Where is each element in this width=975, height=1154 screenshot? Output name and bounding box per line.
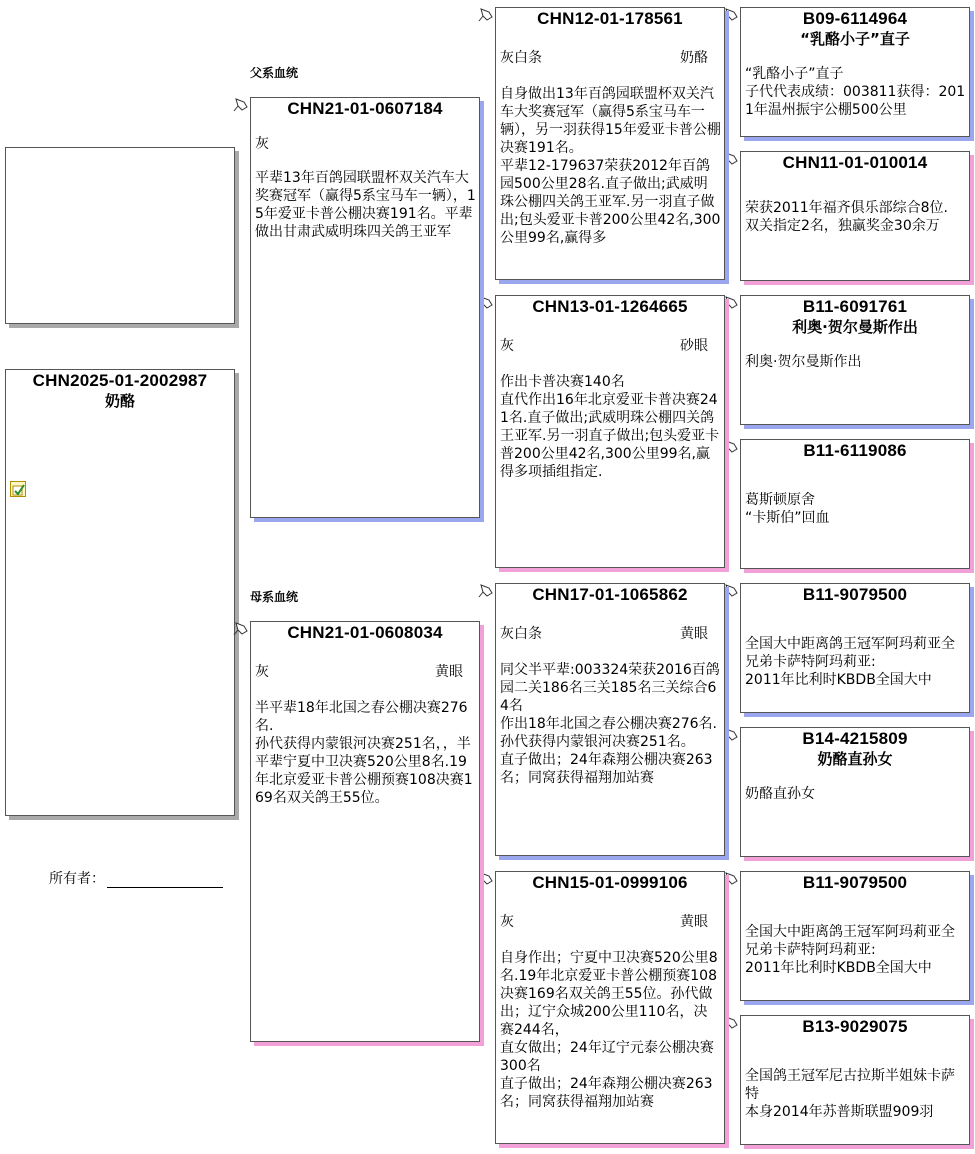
push-pin-icon[interactable] xyxy=(233,621,251,637)
ggp-notes: 利奥·贺尔曼斯作出 xyxy=(745,354,862,370)
ggp-id: B11-6119086 xyxy=(803,441,907,460)
sire-dam-color: 灰 xyxy=(500,338,514,354)
push-pin-icon[interactable] xyxy=(478,871,496,887)
push-pin-icon[interactable] xyxy=(723,295,741,311)
owner-field[interactable] xyxy=(49,870,223,888)
edit-note-icon[interactable] xyxy=(10,481,26,497)
sire-sire-card[interactable] xyxy=(495,7,725,280)
dam-traits xyxy=(251,663,479,681)
sire-dam-traits xyxy=(496,337,724,355)
dam-dam-traits xyxy=(496,913,724,931)
sire-sire-color: 灰白条 xyxy=(500,50,542,66)
push-pin-icon[interactable] xyxy=(723,583,741,599)
owner-label: 所有者： xyxy=(49,871,105,887)
ggp-card-2[interactable] xyxy=(740,151,970,281)
paternal-label: 父系血统 xyxy=(250,66,299,80)
push-pin-icon[interactable] xyxy=(723,7,741,23)
ggp-card-8[interactable] xyxy=(740,1015,970,1145)
ggp-card-6[interactable] xyxy=(740,727,970,857)
ggp-name: 利奥·贺尔曼斯作出 xyxy=(792,318,918,336)
push-pin-icon[interactable] xyxy=(723,151,741,167)
sire-card[interactable] xyxy=(250,97,480,518)
push-pin-icon[interactable] xyxy=(478,583,496,599)
dam-card[interactable] xyxy=(250,621,480,1042)
dam-dam-eye: 黄眼 xyxy=(680,914,708,930)
sire-sire-id: CHN12-01-178561 xyxy=(537,9,683,28)
ggp-card-3[interactable] xyxy=(740,295,970,425)
ggp-id: B11-9079500 xyxy=(802,873,908,892)
sire-dam-notes: 作出卡普决赛140名 直代作出16年北京爱亚卡普决赛241名.直子做出;武威明珠公棚四关鸽王亚军.另一羽直子做出;包头爱亚卡普200公里42名,300公里99名,赢得多项插组指定. xyxy=(500,374,720,480)
dam-dam-card[interactable] xyxy=(495,871,725,1144)
push-pin-icon[interactable] xyxy=(723,1015,741,1031)
ggp-notes: 全国大中距离鸽王冠军阿玛莉亚全兄弟卡萨特阿玛莉亚: 2011年比利时KBDB全国大中 xyxy=(745,924,955,976)
sire-id: CHN21-01-0607184 xyxy=(287,99,443,118)
dam-sire-card[interactable] xyxy=(495,583,725,856)
ggp-id: B09-6114964 xyxy=(802,9,908,28)
dam-dam-color: 灰 xyxy=(500,914,514,930)
dam-dam-notes: 自身作出；宁夏中卫决赛520公里8名.19年北京爱亚卡普公棚预赛108决赛169名双关鸽王55位。孙代做出；辽宁众城200公里110名，决赛244名， 直女做出；24年辽宁元泰公棚决赛300名 直子做出；24年森翔公棚决赛263名；同窝获得福翔加站赛 xyxy=(500,950,718,1110)
sire-dam-id: CHN13-01-1264665 xyxy=(532,297,688,316)
sire-dam-card[interactable] xyxy=(495,295,725,568)
ggp-id: B11-9079500 xyxy=(802,585,908,604)
dam-eye: 黄眼 xyxy=(435,664,463,680)
sire-color: 灰 xyxy=(255,136,269,152)
ggp-notes: 奶酪直孙女 xyxy=(745,786,815,802)
dam-sire-eye: 黄眼 xyxy=(680,626,708,642)
dam-sire-color: 灰白条 xyxy=(500,626,542,642)
ggp-notes: 全国大中距离鸽王冠军阿玛莉亚全兄弟卡萨特阿玛莉亚: 2011年比利时KBDB全国大中 xyxy=(745,636,955,688)
ggp-name: 奶酪直孙女 xyxy=(817,750,893,768)
subject-card[interactable] xyxy=(5,369,235,816)
photo-frame[interactable] xyxy=(5,147,235,324)
ggp-notes: “乳酪小子”直子 子代代表成绩：003811获得：2011年温州振宇公棚500公里 xyxy=(745,66,966,118)
push-pin-icon[interactable] xyxy=(478,7,496,23)
push-pin-icon[interactable] xyxy=(478,295,496,311)
ggp-id: CHN11-01-010014 xyxy=(782,153,928,172)
ggp-name: “乳酪小子”直子 xyxy=(800,30,910,48)
ggp-card-4[interactable] xyxy=(740,439,970,569)
push-pin-icon[interactable] xyxy=(233,97,251,113)
ggp-notes: 全国鸽王冠军尼古拉斯半姐妹卡萨特 本身2014年苏普斯联盟909羽 xyxy=(745,1068,955,1120)
ggp-card-7[interactable] xyxy=(740,871,970,1001)
dam-id: CHN21-01-0608034 xyxy=(287,623,443,642)
dam-dam-id: CHN15-01-0999106 xyxy=(532,873,688,892)
ggp-id: B11-6091761 xyxy=(802,297,908,316)
maternal-label: 母系血统 xyxy=(250,590,299,604)
sire-sire-notes: 自身做出13年百鸽园联盟杯双关汽车大奖赛冠军（赢得5系宝马车一辆），另一羽获得15年爱亚卡普公棚决赛191名。 平辈12-179637荣获2012年百鸽园500公里28名.直子做出;武威明珠公棚四关鸽王亚军.另一羽直子做出;包头爱亚卡普200公里42名,300公里99名,赢得多 xyxy=(500,86,721,246)
ggp-id: B14-4215809 xyxy=(802,729,908,748)
subject-id: CHN2025-01-2002987 xyxy=(32,371,208,390)
ggp-id: B13-9029075 xyxy=(802,1017,908,1036)
push-pin-icon[interactable] xyxy=(723,727,741,743)
sire-sire-traits xyxy=(496,49,724,67)
ggp-notes: 葛斯顿原舍 “卡斯伯”回血 xyxy=(745,492,830,526)
dam-sire-id: CHN17-01-1065862 xyxy=(532,585,688,604)
subject-name: 奶酪 xyxy=(104,392,135,410)
ggp-notes: 荣获2011年福齐俱乐部综合8位. 双关指定2名，独赢奖金30余万 xyxy=(745,200,948,234)
ggp-card-5[interactable] xyxy=(740,583,970,713)
dam-color: 灰 xyxy=(255,664,269,680)
sire-traits xyxy=(251,135,479,153)
sire-dam-eye: 砂眼 xyxy=(680,338,708,354)
owner-underline xyxy=(107,873,223,888)
sire-sire-eye: 奶酪 xyxy=(680,50,708,66)
push-pin-icon[interactable] xyxy=(723,871,741,887)
ggp-card-1[interactable] xyxy=(740,7,970,137)
dam-sire-notes: 同父半平辈:003324荣获2016百鸽园二关186名三关185名三关综合64名 作出18年北国之春公棚决赛276名. 孙代获得内蒙银河决赛251名。 直子做出；24年森翔公棚决赛263名；同窝获得福翔加站赛 xyxy=(500,662,720,786)
dam-notes: 半平辈18年北国之春公棚决赛276名. 孙代获得内蒙银河决赛251名，，半平辈宁夏中卫决赛520公里8名.19年北京爱亚卡普公棚预赛108决赛169名双关鸽王55位。 xyxy=(255,700,473,806)
push-pin-icon[interactable] xyxy=(723,439,741,455)
dam-sire-traits xyxy=(496,625,724,643)
sire-notes: 平辈13年百鸽园联盟杯双关汽车大奖赛冠军（赢得5系宝马车一辆），15年爱亚卡普公棚决赛191名。平辈做出甘肃武威明珠四关鸽王亚军 xyxy=(255,170,476,240)
